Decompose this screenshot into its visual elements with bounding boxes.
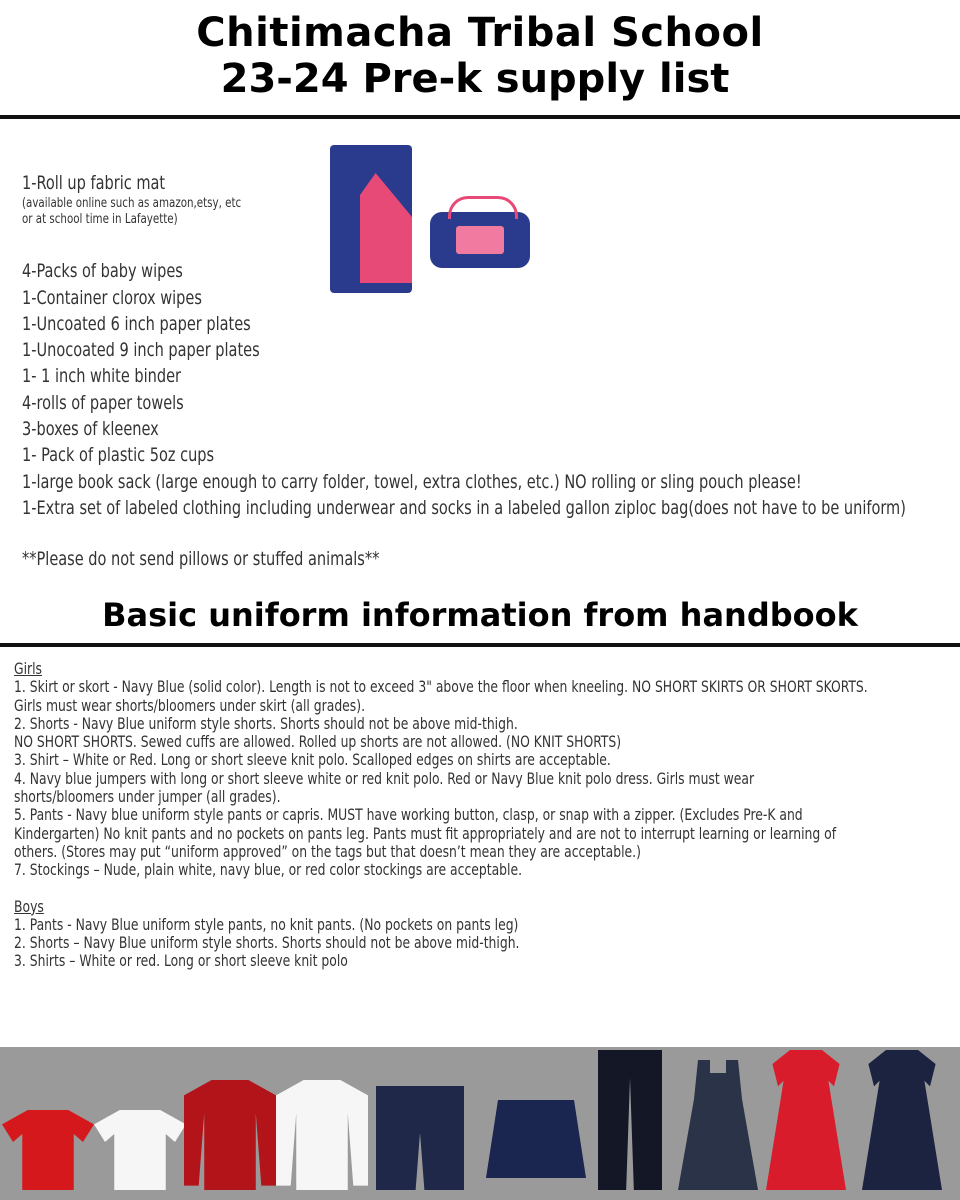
boys-rule-line: 2. Shorts – Navy Blue uniform style shorts. Shorts should not be above mid-thigh. xyxy=(14,933,520,953)
supply-item: 1-Uncoated 6 inch paper plates xyxy=(22,312,251,335)
boys-rule-line: 1. Pants - Navy Blue uniform style pants, no knit pants. (No pockets on pants leg) xyxy=(14,914,519,934)
girls-rule-line: 5. Pants - Navy blue uniform style pants or capris. MUST have working button, clasp, or snap with a zipper. (Excludes Pre-K and xyxy=(14,805,803,825)
supply-item: 1-Unocoated 9 inch paper plates xyxy=(22,339,260,362)
red-polo-dress-image xyxy=(766,1050,846,1190)
page-title: Chitimacha Tribal School xyxy=(196,10,764,56)
mat-note xyxy=(22,196,840,228)
warning-note: **Please do not send pillows or stuffed animals** xyxy=(22,548,380,570)
supply-item: 1-Extra set of labeled clothing including underwear and socks in a labeled gallon ziploc bag(does not have to be uniform) xyxy=(22,496,906,519)
white-long-sleeve-polo-image xyxy=(276,1080,368,1190)
girls-rule-line: Girls must wear shorts/bloomers under skirt (all grades). xyxy=(14,695,366,715)
supply-item-mat: 1-Roll up fabric mat xyxy=(22,172,166,194)
navy-jumper-image xyxy=(678,1060,758,1190)
header xyxy=(0,10,960,102)
page-subtitle: 23-24 Pre-k supply list xyxy=(220,56,730,102)
girls-rule-line: 7. Stockings – Nude, plain white, navy blue, or red color stockings are acceptable. xyxy=(14,860,523,880)
girls-rule-line: 4. Navy blue jumpers with long or short sleeve white or red knit polo. Red or Navy Blue knit polo dress. Girls must wear xyxy=(14,768,755,788)
girls-rule-line: Kindergarten) No knit pants and no pockets on pants leg. Pants must fit appropriately and are not to interrupt learning or learning of xyxy=(14,823,837,843)
supply-item: 1-Container clorox wipes xyxy=(22,286,202,309)
girls-rule-line: shorts/bloomers under jumper (all grades). xyxy=(14,787,281,807)
uniform-section-title: Basic uniform information from handbook xyxy=(102,596,858,634)
red-long-sleeve-polo-image xyxy=(184,1080,276,1190)
uniform-clothing-strip xyxy=(0,1047,960,1200)
boys-heading: Boys xyxy=(14,896,44,916)
mat-note-line-2: or at school time in Lafayette) xyxy=(22,212,178,228)
section-divider xyxy=(0,643,960,647)
boys-rule-line: 3. Shirts – White or red. Long or short sleeve knit polo xyxy=(14,951,348,971)
girls-rule-line: others. (Stores may put “uniform approved” on the tags but that doesn’t mean they are acceptable.) xyxy=(14,841,641,861)
supply-item: 1- 1 inch white binder xyxy=(22,365,182,388)
red-polo-shirt-image xyxy=(2,1110,94,1190)
supply-list xyxy=(22,170,952,521)
mat-note-line-1: (available online such as amazon,etsy, etc xyxy=(22,196,242,212)
girls-rule-line: NO SHORT SHORTS. Sewed cuffs are allowed. Rolled up shorts are not allowed. (NO KNIT SHORTS) xyxy=(14,732,622,752)
navy-skort-image xyxy=(486,1100,586,1178)
girls-rule-line: 2. Shorts - Navy Blue uniform style shorts. Shorts should not be above mid-thigh. xyxy=(14,713,518,733)
supply-item: 1-large book sack (large enough to carry folder, towel, extra clothes, etc.) NO rolling or sling pouch please! xyxy=(22,470,802,493)
supply-item: 1- Pack of plastic 5oz cups xyxy=(22,444,215,467)
supply-item: 3-boxes of kleenex xyxy=(22,418,159,441)
supply-item: 4-Packs of baby wipes xyxy=(22,260,183,283)
white-polo-shirt-image xyxy=(94,1110,186,1190)
girls-rule-line: 1. Skirt or skort - Navy Blue (solid color). Length is not to exceed 3" above the floor when kneeling. NO SHORT SKIRTS OR SHORT SKORTS. xyxy=(14,677,868,697)
navy-polo-dress-image xyxy=(862,1050,942,1190)
uniform-info xyxy=(14,660,954,971)
girls-heading: Girls xyxy=(14,659,43,678)
supply-item: 4-rolls of paper towels xyxy=(22,391,184,414)
navy-pants-image xyxy=(598,1050,662,1190)
header-divider xyxy=(0,115,960,119)
navy-shorts-image xyxy=(376,1086,464,1190)
girls-rule-line: 3. Shirt – White or Red. Long or short sleeve knit polo. Scalloped edges on shirts are acceptable. xyxy=(14,750,611,770)
